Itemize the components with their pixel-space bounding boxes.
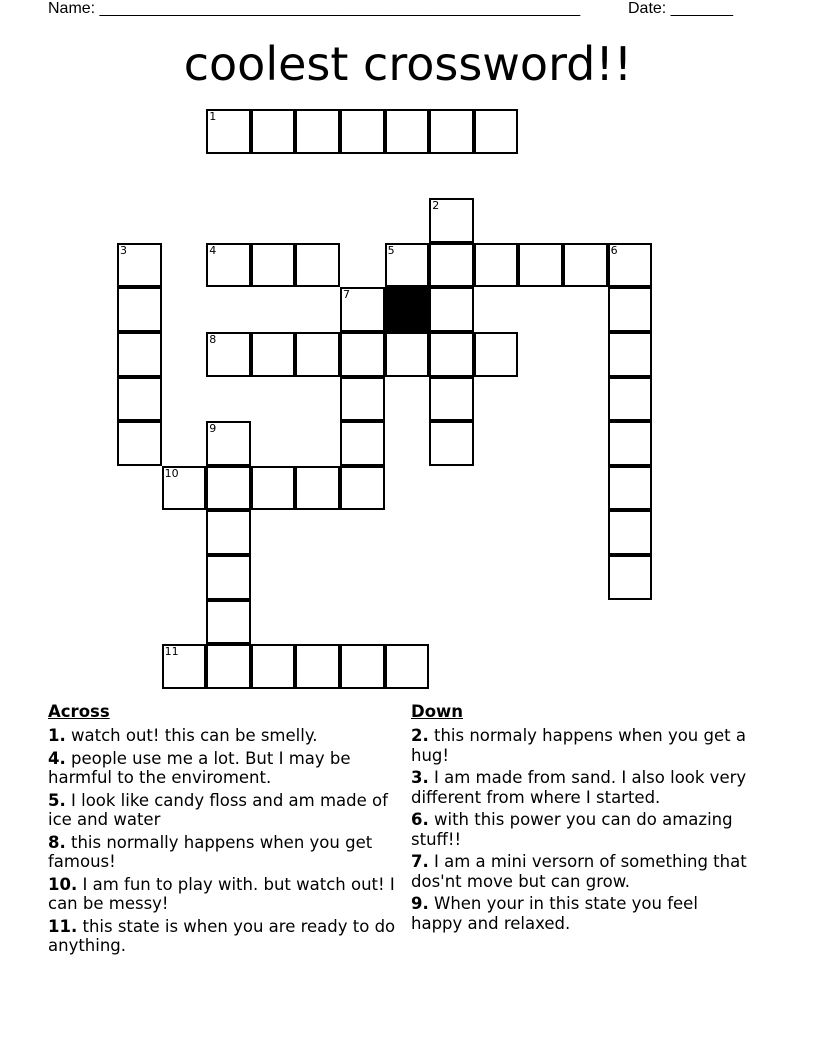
clue-text: I am made from sand. I also look very different from where I started. (411, 768, 747, 807)
clue-down-7 (411, 852, 751, 891)
clue-number: 8. (48, 832, 66, 852)
grid-cell[interactable] (340, 109, 385, 154)
grid-cell[interactable] (206, 510, 251, 555)
grid-cell[interactable] (518, 243, 563, 288)
cell-number: 9 (209, 422, 217, 436)
grid-cell[interactable] (340, 377, 385, 422)
clue-number: 7. (411, 852, 429, 871)
clue-text: people use me a lot. But I may be harmful to the enviroment. (48, 748, 351, 787)
grid-cell[interactable] (608, 243, 653, 288)
grid-cell[interactable] (251, 644, 296, 689)
grid-cell[interactable] (295, 644, 340, 689)
grid-cell[interactable] (608, 332, 653, 377)
clue-number: 3. (411, 768, 429, 787)
grid-cell[interactable] (206, 243, 251, 288)
clue-number: 10. (48, 874, 78, 894)
clue-number: 6. (411, 810, 429, 829)
clue-down-6 (411, 810, 751, 849)
grid-cell[interactable] (206, 555, 251, 600)
grid-cell[interactable] (608, 510, 653, 555)
clue-text: this normaly happens when you get a hug! (411, 726, 746, 765)
clue-number: 9. (411, 894, 429, 913)
grid-cell[interactable] (385, 109, 430, 154)
clue-text: I look like candy floss and am made of ice and water (48, 790, 388, 829)
grid-cell[interactable] (429, 332, 474, 377)
grid-cell[interactable] (608, 377, 653, 422)
across-clues (48, 702, 400, 959)
clue-text: watch out! this can be smelly. (71, 726, 318, 745)
clue-across-8 (48, 833, 400, 872)
grid-cell[interactable] (429, 287, 474, 332)
grid-cell[interactable] (608, 555, 653, 600)
grid-cell[interactable] (117, 287, 162, 332)
grid-cell[interactable] (295, 466, 340, 511)
grid-cell[interactable] (206, 466, 251, 511)
clue-across-5 (48, 791, 400, 830)
clue-text: with this power you can do amazing stuff!! (411, 810, 733, 849)
cell-number: 3 (120, 243, 127, 257)
cell-number: 6 (610, 243, 618, 257)
grid-cell[interactable] (563, 243, 608, 288)
clue-number: 4. (48, 748, 66, 768)
page-title: coolest crossword!! (183, 37, 633, 91)
grid-cell[interactable] (251, 243, 296, 288)
grid-cell[interactable] (206, 332, 251, 377)
grid-cell[interactable] (117, 421, 162, 466)
date-field-label[interactable]: Date: _______ (628, 0, 733, 17)
grid-cell[interactable] (474, 332, 519, 377)
grid-cell[interactable] (340, 644, 385, 689)
grid-cell[interactable] (162, 644, 207, 689)
grid-cell[interactable] (429, 377, 474, 422)
clue-number: 1. (48, 726, 66, 745)
grid-cell[interactable] (251, 466, 296, 511)
grid-cell[interactable] (340, 421, 385, 466)
grid-cell[interactable] (206, 421, 251, 466)
cell-number: 1 (209, 110, 217, 123)
clue-down-9 (411, 894, 751, 933)
grid-cell[interactable] (340, 332, 385, 377)
clue-down-3 (411, 768, 751, 807)
grid-cell[interactable] (251, 332, 296, 377)
down-heading: Down (411, 702, 464, 721)
grid-cell[interactable] (206, 109, 251, 154)
grid-cell[interactable] (608, 466, 653, 511)
cell-number: 5 (387, 243, 395, 257)
clue-text: I am a mini versorn of something that dos'nt move but can grow. (411, 852, 747, 891)
cell-number: 4 (209, 243, 217, 257)
down-clues (411, 702, 751, 936)
clue-across-4 (48, 749, 400, 788)
clue-across-10 (48, 875, 400, 914)
cell-number: 7 (343, 288, 350, 302)
clue-across-1 (48, 726, 400, 746)
grid-cell[interactable] (251, 109, 296, 154)
grid-cell[interactable] (295, 332, 340, 377)
grid-cell[interactable] (608, 421, 653, 466)
grid-cell[interactable] (474, 243, 519, 288)
cell-number: 2 (432, 199, 440, 213)
grid-cell[interactable] (117, 377, 162, 422)
grid-cell[interactable] (295, 109, 340, 154)
clue-across-11 (48, 917, 400, 956)
clue-text: this state is when you are ready to do anything. (48, 916, 396, 955)
across-heading: Across (48, 702, 110, 721)
grid-cell[interactable] (206, 644, 251, 689)
grid-cell[interactable] (162, 466, 207, 511)
grid-block (385, 287, 430, 332)
grid-cell[interactable] (429, 109, 474, 154)
grid-cell[interactable] (608, 287, 653, 332)
name-field-label[interactable]: Name: ______________________________________________________ (48, 0, 581, 17)
grid-cell[interactable] (340, 287, 385, 332)
clue-text: this normally happens when you get famous! (48, 832, 373, 871)
clue-number: 5. (48, 790, 66, 810)
clue-text: I am fun to play with. but watch out! I can be messy! (48, 874, 395, 913)
grid-cell[interactable] (429, 243, 474, 288)
clue-text: When your in this state you feel happy and relaxed. (411, 894, 698, 933)
grid-cell[interactable] (206, 600, 251, 645)
grid-cell[interactable] (117, 332, 162, 377)
grid-cell[interactable] (429, 421, 474, 466)
clue-number: 2. (411, 726, 429, 745)
grid-cell[interactable] (474, 109, 519, 154)
grid-cell[interactable] (340, 466, 385, 511)
clue-number: 11. (48, 916, 78, 936)
grid-cell[interactable] (385, 243, 430, 288)
cell-number: 10 (164, 466, 179, 480)
grid-cell[interactable] (385, 644, 430, 689)
grid-cell[interactable] (429, 198, 474, 243)
grid-cell[interactable] (295, 243, 340, 288)
clue-down-2 (411, 726, 751, 765)
grid-cell[interactable] (385, 332, 430, 377)
cell-number: 11 (164, 645, 179, 659)
cell-number: 8 (209, 333, 217, 346)
grid-cell[interactable] (117, 243, 162, 288)
